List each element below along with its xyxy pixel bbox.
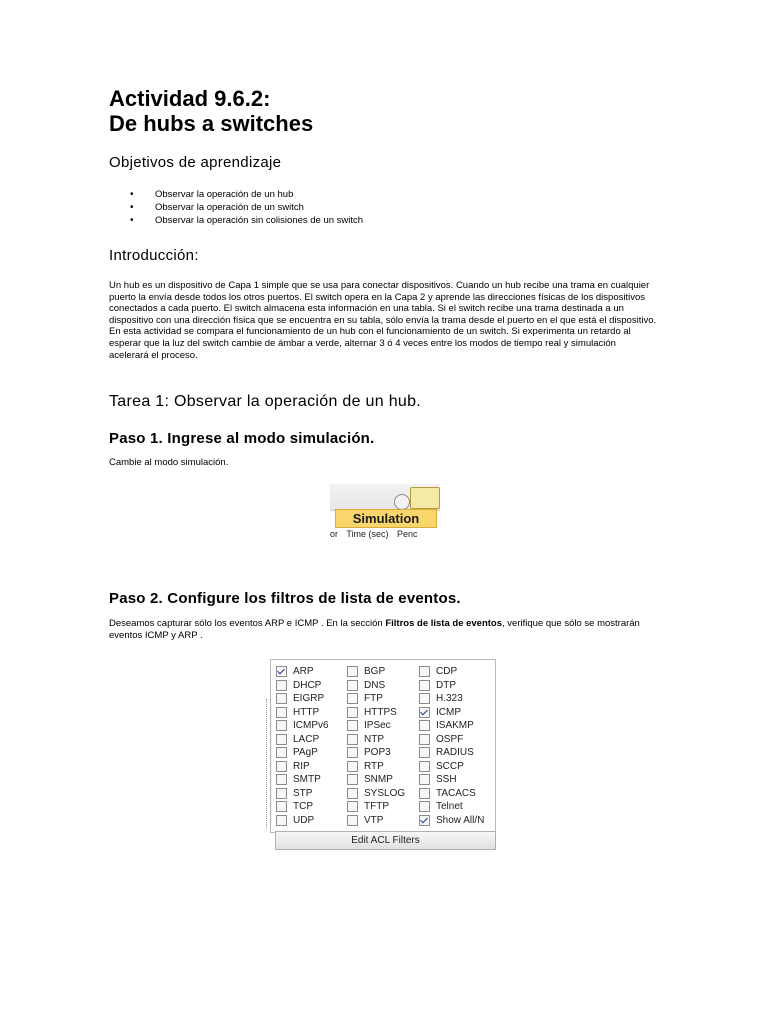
filter-option[interactable] bbox=[419, 719, 484, 733]
step2-text-end: , verifique que sólo se mostrarán eventos ICMP y ARP . bbox=[109, 618, 640, 641]
step2-paragraph bbox=[109, 618, 657, 641]
filter-checkbox[interactable] bbox=[419, 680, 430, 691]
filter-checkbox[interactable] bbox=[347, 666, 358, 677]
filter-checkbox[interactable] bbox=[347, 734, 358, 745]
filter-option[interactable] bbox=[347, 719, 405, 733]
filter-checkbox[interactable] bbox=[347, 761, 358, 772]
filter-label: VTP bbox=[364, 814, 384, 826]
filter-column-3 bbox=[419, 665, 484, 827]
filter-label: HTTPS bbox=[364, 706, 397, 718]
filter-label: Show All/N bbox=[436, 814, 485, 826]
filter-label: ICMPv6 bbox=[293, 720, 329, 732]
filter-checkbox[interactable] bbox=[347, 720, 358, 731]
filter-option[interactable] bbox=[276, 787, 329, 801]
list-item: • Observar la operación sin colisiones de un switch bbox=[130, 214, 530, 227]
filter-label: POP3 bbox=[364, 747, 391, 759]
filter-label: EIGRP bbox=[293, 693, 325, 705]
intro-heading: Introducción: bbox=[109, 247, 199, 264]
filter-checkbox[interactable] bbox=[276, 693, 287, 704]
filter-option[interactable] bbox=[347, 706, 405, 720]
filter-label: SSH bbox=[436, 774, 457, 786]
filter-option[interactable] bbox=[276, 760, 329, 774]
filter-option[interactable] bbox=[347, 679, 405, 693]
event-list-filters-panel bbox=[270, 659, 496, 851]
objectives-heading: Objetivos de aprendizaje bbox=[109, 154, 282, 171]
filter-option[interactable] bbox=[276, 665, 329, 679]
filter-option[interactable] bbox=[276, 706, 329, 720]
filter-column-1 bbox=[276, 665, 329, 827]
filter-option[interactable] bbox=[347, 746, 405, 760]
document-title bbox=[109, 86, 313, 136]
filter-label: IPSec bbox=[364, 720, 391, 732]
filter-checkbox[interactable] bbox=[419, 815, 430, 826]
objectives-list bbox=[130, 188, 530, 227]
filter-checkbox[interactable] bbox=[347, 801, 358, 812]
filter-label: DNS bbox=[364, 679, 386, 691]
filter-label: DHCP bbox=[293, 679, 322, 691]
filter-checkbox[interactable] bbox=[419, 707, 430, 718]
filter-checkbox[interactable] bbox=[276, 801, 287, 812]
filter-label: ISAKMP bbox=[436, 720, 474, 732]
filter-label: SYSLOG bbox=[364, 787, 406, 799]
filter-option[interactable] bbox=[419, 800, 484, 814]
filter-checkbox[interactable] bbox=[347, 747, 358, 758]
filter-option[interactable] bbox=[419, 692, 484, 706]
title-line-1: Actividad 9.6.2: bbox=[109, 86, 271, 111]
filter-label: LACP bbox=[293, 733, 320, 745]
filter-label: SCCP bbox=[436, 760, 464, 772]
filter-label: DTP bbox=[436, 679, 456, 691]
task1-heading: Tarea 1: Observar la operación de un hub. bbox=[109, 393, 422, 410]
filter-option[interactable] bbox=[276, 719, 329, 733]
filter-checkbox[interactable] bbox=[276, 707, 287, 718]
filter-checkbox[interactable] bbox=[347, 815, 358, 826]
filter-checkbox[interactable] bbox=[347, 680, 358, 691]
step2-bold-term: Filtros de lista de eventos bbox=[385, 618, 503, 629]
filter-option[interactable] bbox=[419, 746, 484, 760]
filter-checkbox[interactable] bbox=[419, 801, 430, 812]
filter-option[interactable] bbox=[347, 733, 405, 747]
filter-checkbox[interactable] bbox=[276, 680, 287, 691]
filter-option[interactable] bbox=[276, 773, 329, 787]
step1-heading: Paso 1. Ingrese al modo simulación. bbox=[109, 430, 375, 447]
edit-acl-filters-button[interactable]: Edit ACL Filters bbox=[275, 831, 496, 850]
filter-label: RTP bbox=[364, 760, 384, 772]
list-item: • Observar la operación de un hub bbox=[130, 188, 530, 201]
simulation-tab[interactable]: Simulation bbox=[335, 509, 437, 528]
filter-option[interactable] bbox=[419, 706, 484, 720]
filter-checkbox[interactable] bbox=[276, 747, 287, 758]
column-header: Penc bbox=[397, 529, 418, 539]
filter-label: PAgP bbox=[293, 747, 318, 759]
filter-label: ICMP bbox=[436, 706, 461, 718]
filter-checkbox[interactable] bbox=[276, 774, 287, 785]
step2-text-start: Deseamos capturar sólo los eventos ARP e ICMP . En la sección bbox=[109, 618, 386, 629]
filter-checkbox[interactable] bbox=[276, 788, 287, 799]
filter-label: CDP bbox=[436, 666, 458, 678]
filter-label: RADIUS bbox=[436, 747, 474, 759]
column-header: or bbox=[330, 529, 339, 539]
filter-column-2 bbox=[347, 665, 405, 827]
filter-checkbox[interactable] bbox=[347, 693, 358, 704]
simulation-mode-image bbox=[330, 484, 440, 541]
filter-option[interactable] bbox=[347, 692, 405, 706]
filter-option[interactable] bbox=[276, 746, 329, 760]
filter-label: TFTP bbox=[364, 801, 389, 813]
list-item: • Observar la operación de un switch bbox=[130, 201, 530, 214]
filter-checkbox[interactable] bbox=[419, 774, 430, 785]
filter-option[interactable] bbox=[419, 773, 484, 787]
filter-checkbox-grid bbox=[270, 659, 496, 833]
filter-label: SMTP bbox=[293, 774, 321, 786]
title-line-2: De hubs a switches bbox=[109, 111, 314, 136]
filter-checkbox[interactable] bbox=[419, 761, 430, 772]
filter-label: BGP bbox=[364, 666, 386, 678]
filter-option[interactable] bbox=[276, 800, 329, 814]
filter-checkbox[interactable] bbox=[276, 720, 287, 731]
filter-checkbox[interactable] bbox=[347, 788, 358, 799]
filter-checkbox[interactable] bbox=[276, 666, 287, 677]
filter-label: OSPF bbox=[436, 733, 464, 745]
filter-checkbox[interactable] bbox=[276, 815, 287, 826]
filter-option[interactable] bbox=[276, 814, 329, 828]
step1-text: Cambie al modo simulación. bbox=[109, 457, 229, 468]
panel-edge-divider bbox=[266, 699, 269, 829]
filter-label: RIP bbox=[293, 760, 310, 772]
filter-checkbox[interactable] bbox=[347, 774, 358, 785]
filter-option[interactable] bbox=[419, 665, 484, 679]
filter-label: NTP bbox=[364, 733, 384, 745]
filter-option[interactable] bbox=[347, 800, 405, 814]
filter-option[interactable] bbox=[419, 760, 484, 774]
filter-label: ARP bbox=[293, 666, 314, 678]
filter-label: TACACS bbox=[436, 787, 476, 799]
filter-option[interactable] bbox=[276, 679, 329, 693]
event-list-columns bbox=[330, 529, 424, 539]
filter-label: FTP bbox=[364, 693, 383, 705]
filter-label: H.323 bbox=[436, 693, 463, 705]
filter-label: HTTP bbox=[293, 706, 320, 718]
filter-option[interactable] bbox=[276, 733, 329, 747]
filter-option[interactable] bbox=[347, 814, 405, 828]
filter-checkbox[interactable] bbox=[276, 734, 287, 745]
filter-option[interactable] bbox=[419, 787, 484, 801]
filter-label: UDP bbox=[293, 814, 315, 826]
filter-checkbox[interactable] bbox=[419, 734, 430, 745]
filter-checkbox[interactable] bbox=[276, 761, 287, 772]
filter-label: Telnet bbox=[436, 801, 463, 813]
filter-label: TCP bbox=[293, 801, 313, 813]
filter-label: SNMP bbox=[364, 774, 393, 786]
simulation-panel-icon bbox=[410, 487, 440, 509]
filter-option[interactable] bbox=[419, 814, 484, 828]
filter-option[interactable] bbox=[347, 760, 405, 774]
column-header: Time (sec) bbox=[346, 529, 389, 539]
filter-checkbox[interactable] bbox=[419, 720, 430, 731]
filter-option[interactable] bbox=[347, 787, 405, 801]
filter-option[interactable] bbox=[276, 692, 329, 706]
filter-checkbox[interactable] bbox=[419, 666, 430, 677]
filter-label: STP bbox=[293, 787, 313, 799]
intro-paragraph: Un hub es un dispositivo de Capa 1 simple que se usa para conectar dispositivos. Cuando un hub recibe una trama en cualquier puerto la envía desde todos los otros puertos. El switch opera en la Capa 2 y aprende las direcciones físicas de los dispositivos conectados a cada puerto. El switch almacena esta información en una tabla. Si el switch recibe una trama destinada a un dispositivo con una dirección física que se encuentra en su tabla, sólo envía la trama desde el puerto en el que está el dispositivo. En esta actividad se compara el funcionamiento de un hub con el funcionamiento de un switch. Si experimenta un retardo al esperar que la luz del switch cambie de ámbar a verde, alternar 3 ó 4 veces entre los modos de tiempo real y simulación acelerará el proceso. bbox=[109, 280, 657, 361]
filter-checkbox[interactable] bbox=[419, 693, 430, 704]
filter-option[interactable] bbox=[419, 679, 484, 693]
step2-heading: Paso 2. Configure los filtros de lista de eventos. bbox=[109, 590, 461, 607]
filter-checkbox[interactable] bbox=[419, 788, 430, 799]
filter-checkbox[interactable] bbox=[419, 747, 430, 758]
filter-option[interactable] bbox=[347, 773, 405, 787]
timer-icon bbox=[394, 494, 410, 510]
filter-option[interactable] bbox=[419, 733, 484, 747]
filter-checkbox[interactable] bbox=[347, 707, 358, 718]
filter-option[interactable] bbox=[347, 665, 405, 679]
